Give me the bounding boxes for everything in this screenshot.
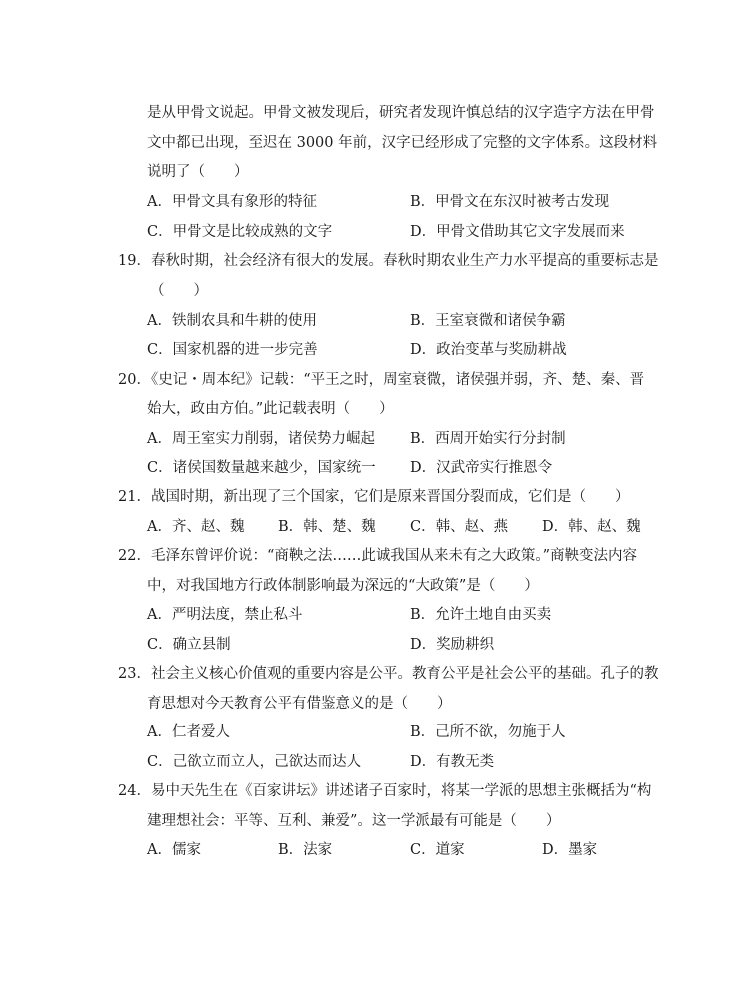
question-24-line-1: 24．易中天先生在《百家讲坛》讲述诸子百家时，将某一学派的思想主张概括为“构 [118, 783, 652, 799]
question-23-option-c: C．己欲立而立人，己欲达而达人 [147, 754, 362, 770]
question-18-option-b: B．甲骨文在东汉时被考古发现 [410, 194, 610, 210]
question-23-option-b: B．己所不欲，勿施于人 [410, 724, 566, 740]
question-18-option-c: C．甲骨文是比较成熟的文字 [147, 224, 333, 240]
question-21-option-b: B．韩、楚、魏 [278, 519, 376, 535]
question-19-option-d: D．政治变革与奖励耕战 [410, 342, 567, 358]
question-19-line-1: 19．春秋时期，社会经济有很大的发展。春秋时期农业生产力水平提高的重要标志是 [118, 253, 659, 269]
question-21-line-1: 21．战国时期，新出现了三个国家，它们是原来晋国分裂而成，它们是（ ） [118, 489, 630, 505]
question-24-option-a: A．儒家 [147, 842, 201, 858]
question-22-option-a: A．严明法度，禁止私斗 [147, 607, 303, 623]
question-20-line-1: 20．《史记・周本纪》记载：“平王之时，周室衰微，诸侯强并弱，齐、楚、秦、晋 [118, 372, 645, 388]
question-21-option-a: A．齐、赵、魏 [147, 519, 245, 535]
question-20-option-d: D．汉武帝实行推恩令 [410, 460, 553, 476]
question-24-option-c: C．道家 [410, 842, 465, 858]
question-19-line-2: （ ） [150, 283, 208, 299]
question-22-line-2: 中，对我国地方行政体制影响最为深远的“大政策”是（ ） [147, 578, 539, 594]
question-21-option-c: C．韩、赵、燕 [410, 519, 509, 535]
question-22-option-c: C．确立县制 [147, 637, 231, 653]
question-24-line-2: 建理想社会：平等、互利、兼爱”。这一学派最有可能是（ ） [147, 813, 561, 829]
question-20-option-a: A．周王室实力削弱，诸侯势力崛起 [147, 431, 375, 447]
question-24-option-b: B．法家 [278, 842, 333, 858]
question-19-option-c: C．国家机器的进一步完善 [147, 342, 318, 358]
question-23-option-a: A．仁者爱人 [147, 724, 230, 740]
question-19-option-b: B．王室衰微和诸侯争霸 [410, 313, 566, 329]
question-23-line-1: 23．社会主义核心价值观的重要内容是公平。教育公平是社会公平的基础。孔子的教 [118, 666, 659, 682]
question-22-option-d: D．奖励耕织 [410, 637, 495, 653]
question-22-line-1: 22．毛泽东曾评价说：“商鞅之法……此诚我国从来未有之大政策。”商鞅变法内容 [118, 548, 638, 564]
question-22-option-b: B．允许土地自由买卖 [410, 607, 552, 623]
question-18-option-a: A．甲骨文具有象形的特征 [147, 194, 317, 210]
question-21-option-d: D．韩、赵、魏 [542, 519, 641, 535]
question-24-option-d: D．墨家 [542, 842, 598, 858]
question-23-line-2: 育思想对今天教育公平有借鉴意义的是（ ） [147, 696, 452, 712]
question-20-option-b: B．西周开始实行分封制 [410, 431, 566, 447]
question-18-line-3: 说明了（ ） [147, 164, 249, 180]
question-20-option-c: C．诸侯国数量越来越少，国家统一 [147, 460, 376, 476]
question-20-line-2: 始大，政由方伯。”此记载表明（ ） [147, 401, 394, 417]
question-23-option-d: D．有教无类 [410, 754, 495, 770]
question-18-line-2: 文中都已出现，至迟在 3000 年前，汉字已经形成了完整的文字体系。这段材料 [147, 135, 658, 151]
question-19-option-a: A．铁制农具和牛耕的使用 [147, 313, 317, 329]
question-18-option-d: D．甲骨文借助其它文字发展而来 [410, 224, 625, 240]
question-18-line-1: 是从甲骨文说起。甲骨文被发现后，研究者发现许慎总结的汉字造字方法在甲骨 [147, 105, 655, 121]
